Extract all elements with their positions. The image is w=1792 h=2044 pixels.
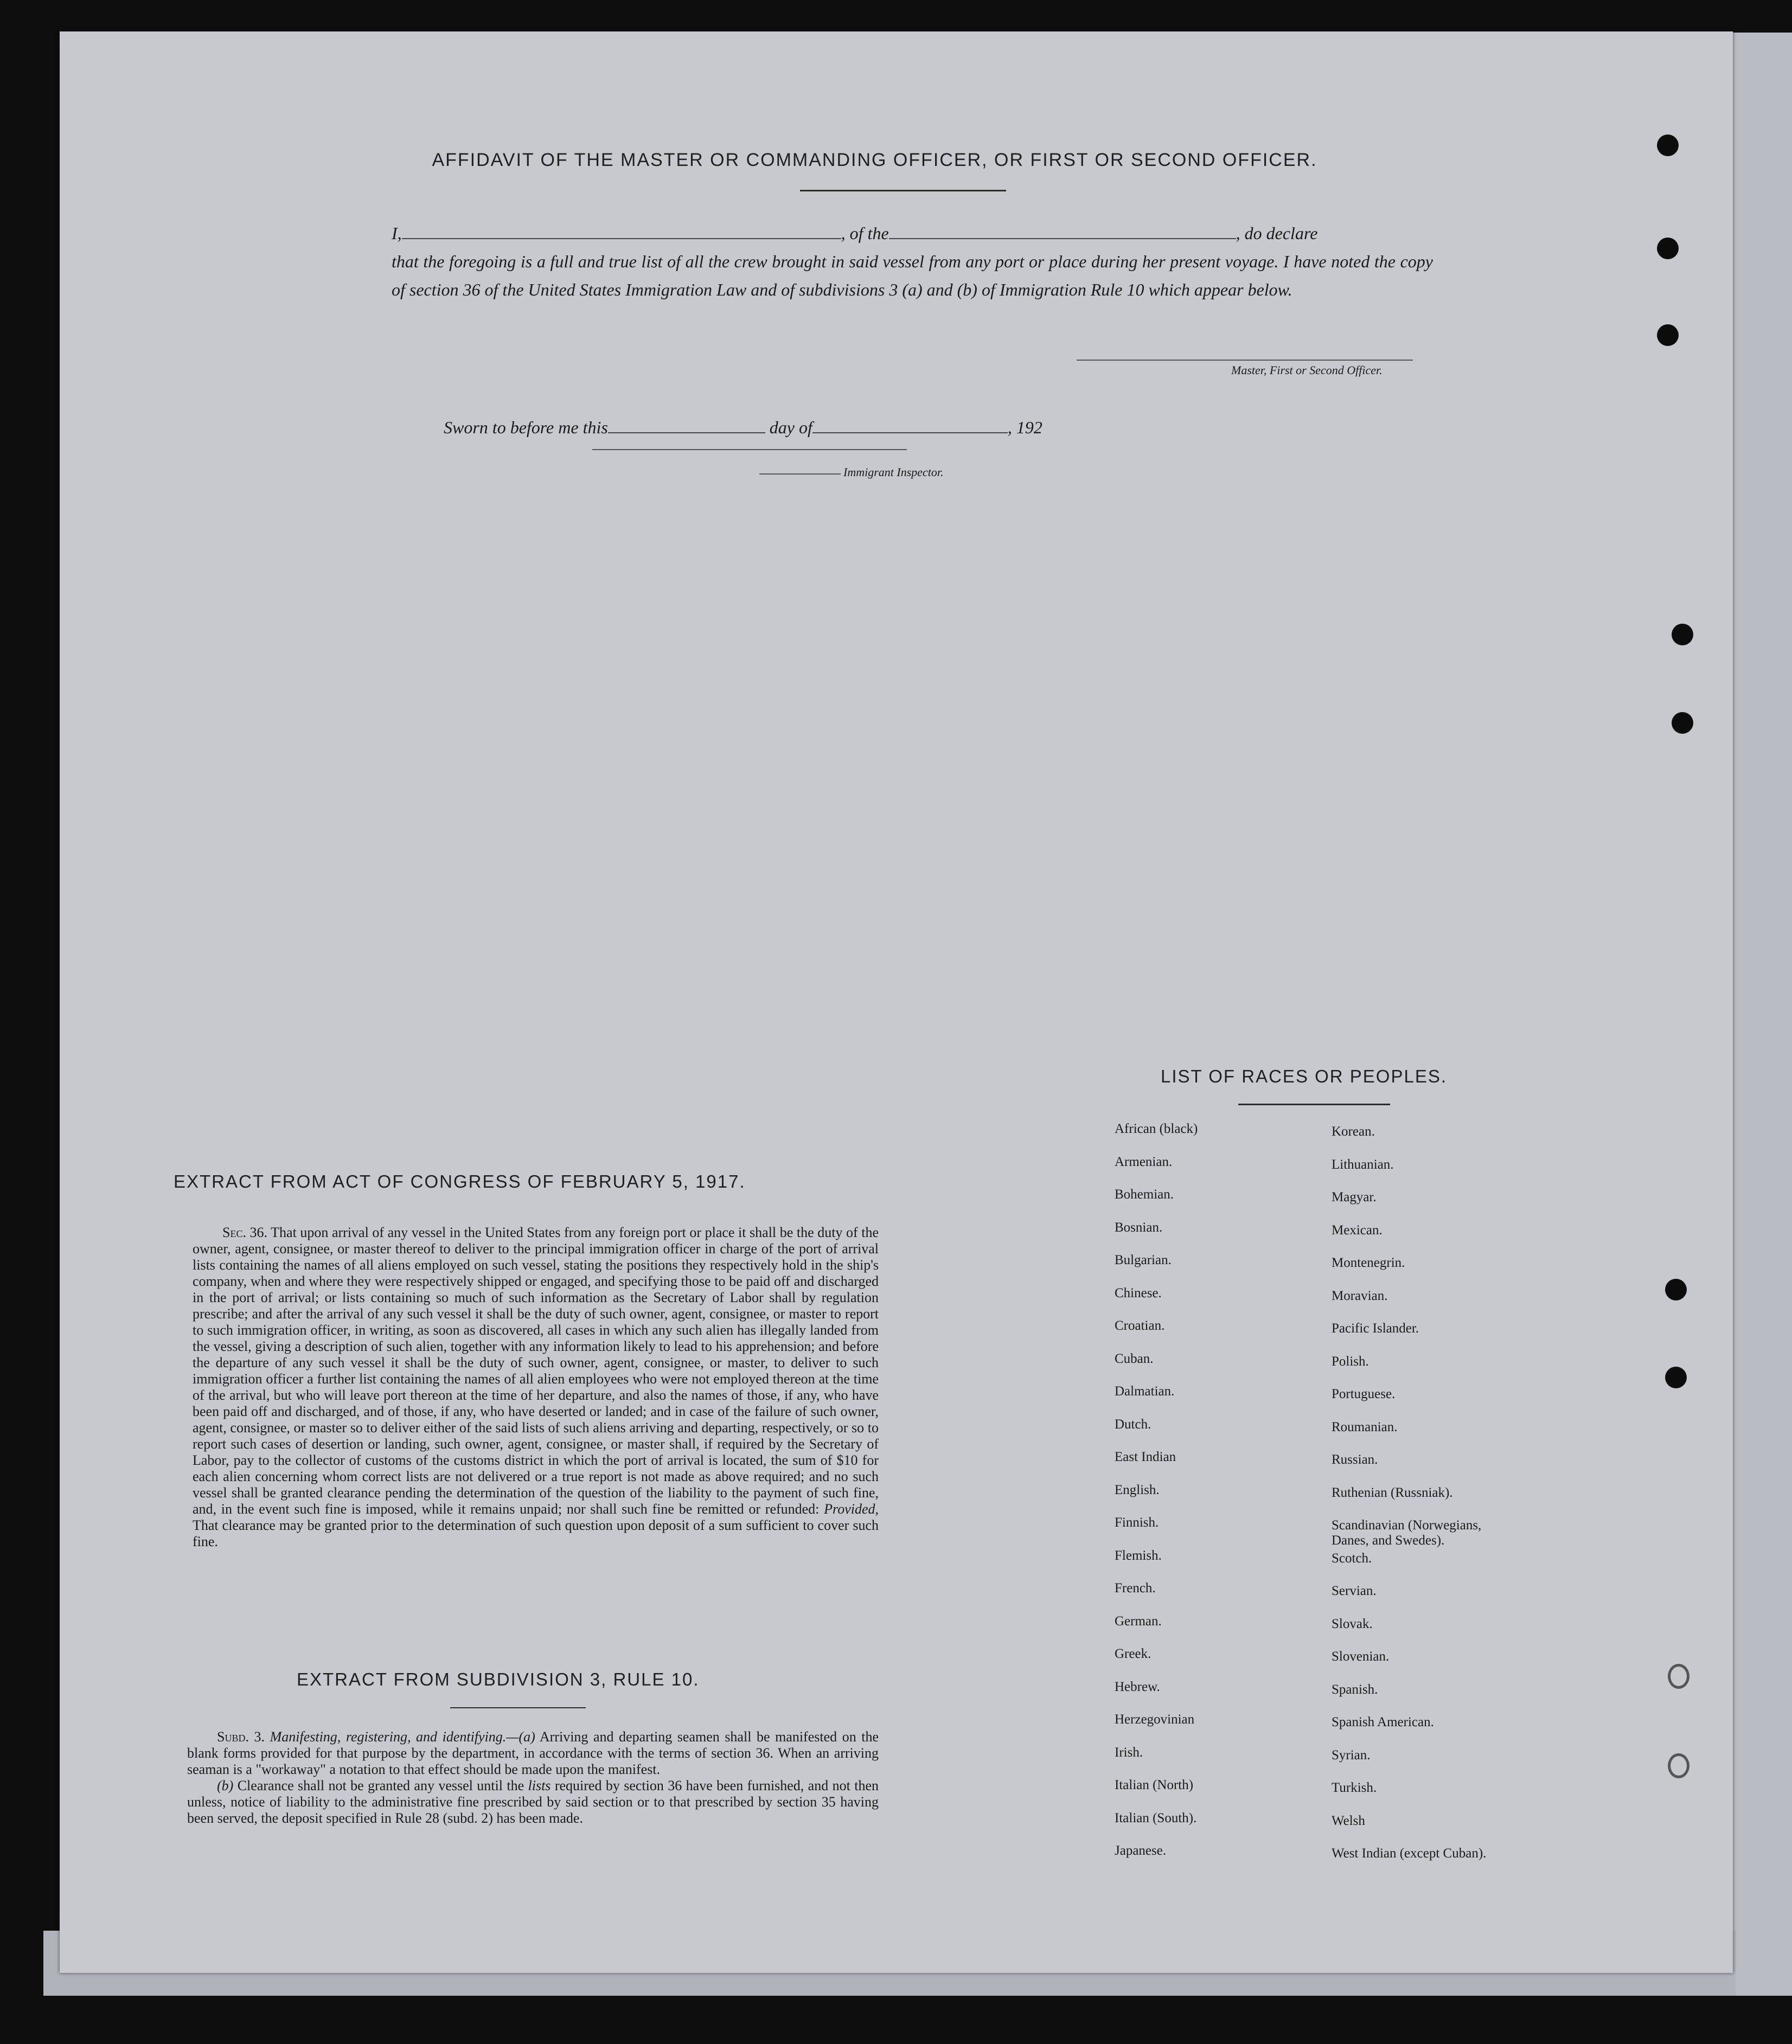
race-item: Bosnian.: [1115, 1220, 1163, 1235]
subdivision-b: (b) Clearance shall not be granted any vessel until the lists required by section 36 have been furnished, and not then unless, notice of liability to the administrative fine prescribed by said section or to that prescribed by section 35 having been served, the deposit specified in Rule 28 (subd. 2) has been made.: [187, 1778, 879, 1826]
race-item: Korean.: [1332, 1124, 1375, 1139]
act-extract-title: EXTRACT FROM ACT OF CONGRESS OF FEBRUARY 5, 1917.: [174, 1171, 746, 1191]
race-item: Slovenian.: [1332, 1649, 1390, 1664]
inspector-short-line: [759, 473, 841, 475]
race-item: Mexican.: [1332, 1222, 1383, 1238]
race-item: Finnish.: [1115, 1515, 1159, 1530]
subdivision-a-text: Arriving and departing seamen shall be manifested on the blank forms provided for that purpose by the department, in accordance with the terms of section 36. When an arriving seaman is a "workaway" a notation to that effect should be made upon the manifest.: [187, 1729, 879, 1777]
races-left-column: [1115, 1122, 1310, 1876]
affidavit-title: AFFIDAVIT OF THE MASTER OR COMMANDING OFFICER, OR FIRST OR SECOND OFFICER.: [432, 150, 1317, 170]
document-page: [60, 31, 1733, 1973]
race-item: Hebrew.: [1115, 1679, 1160, 1694]
binder-hole: [1657, 324, 1679, 346]
race-item: Syrian.: [1332, 1747, 1371, 1763]
section-body-end: That clearance may be granted prior to the determination of such question upon deposit of a sum sufficient to cover such fine.: [193, 1517, 879, 1549]
vessel-blank[interactable]: [889, 224, 1236, 239]
subdivision-a: [187, 1729, 879, 1778]
sworn-day-blank[interactable]: [608, 418, 765, 433]
race-item: Croatian.: [1115, 1318, 1165, 1333]
race-item: Bohemian.: [1115, 1187, 1174, 1202]
races-title-rule: [1238, 1104, 1390, 1105]
race-item: Irish.: [1115, 1745, 1143, 1760]
race-item: Italian (South).: [1115, 1810, 1197, 1825]
officer-caption: Master, First or Second Officer.: [1231, 363, 1383, 377]
race-item: Spanish American.: [1332, 1715, 1434, 1729]
binder-hole: [1665, 1279, 1687, 1300]
binder-hole: [1657, 238, 1679, 259]
race-item: Herzegovinian: [1115, 1712, 1195, 1727]
race-item: Italian (North): [1115, 1778, 1194, 1792]
race-item: Ruthenian (Russniak).: [1332, 1485, 1453, 1500]
affidavit-first-line: I, , of the , do declare: [392, 223, 1318, 243]
inspector-caption: Immigrant Inspector.: [843, 465, 944, 479]
inspector-signature-line[interactable]: [592, 449, 907, 450]
provided-word: Provided,: [824, 1501, 879, 1517]
section-36-text: [193, 1225, 879, 1550]
affidavit-body-text: that the foregoing is a full and true list of all the crew brought in said vessel from any port or place during her present voyage. I have noted the copy of section 36 of the United States Immigration Law and of subdivisions 3 (a) and (b) of Immigration Rule 10 which appear below.: [392, 252, 1433, 299]
sworn-month-blank[interactable]: [812, 418, 1008, 433]
binder-hole-outline: [1668, 1664, 1689, 1689]
race-item: East Indian: [1115, 1450, 1176, 1464]
race-item: Greek.: [1115, 1646, 1151, 1661]
binder-hole: [1672, 712, 1693, 734]
race-item: Flemish.: [1115, 1548, 1162, 1563]
name-blank[interactable]: [402, 224, 841, 239]
race-item: Montenegrin.: [1332, 1255, 1405, 1270]
race-item: Polish.: [1332, 1354, 1369, 1369]
race-item: Magyar.: [1332, 1190, 1377, 1204]
races-right-column: [1332, 1124, 1511, 1879]
race-item: Moravian.: [1332, 1288, 1388, 1303]
affidavit-declaration: [392, 219, 1433, 304]
race-item: Dutch.: [1115, 1417, 1151, 1432]
binder-hole: [1665, 1367, 1687, 1388]
race-item: Pacific Islander.: [1332, 1321, 1419, 1336]
race-item: Portuguese.: [1332, 1387, 1396, 1401]
section-body: That upon arrival of any vessel in the United States from any foreign port or place it shall be the duty of the owner, agent, consignee, or master thereof to deliver to the principal immigration officer in charge of the port of arrival lists containing the names of all aliens employed on such vessel, stating the positions they respectively hold in the ship's company, when and where they were respectively shipped or engaged, and specifying those to be paid off and discharged in the port of arrival; or lists containing so much of such information as the Secretary of Labor shall by regulation prescribe; and after the arrival of any such vessel it shall be the duty of such owner, agent, consignee, or master to report to such immigration officer, in writing, as soon as discovered, all cases in which any such alien has illegally landed from the vessel, giving a description of such alien, together with any information likely to lead to his apprehension; and before the departure of any such vessel it shall be the duty of such owner, agent, consignee, or master, to deliver to such immigration officer a further list containing the names of all alien employees who were not employed thereon at the time of the arrival, but who will leave port thereon at the time of her departure, and also the names of those, if any, who have been paid off and discharged, and of those, if any, who have deserted or landed; and in case of the failure of such owner, agent, consignee, or master so to deliver either of the said lists of such aliens arriving and departing, respectively, or so to report such cases of desertion or landing, such owner, agent, consignee, or master shall, if required by the Secretary of Labor, pay to the collector of customs of the customs district in which the port of arrival is located, the sum of $10 for each alien concerning whom correct lists are not delivered or a true report is not made as above required; and no such vessel shall be granted clearance pending the determination of the question of the liability to the payment of such fine, and, in the event such fine is imposed, while it remains unpaid; nor shall such fine be remitted or refunded:: [193, 1225, 879, 1517]
race-item: Dalmatian.: [1115, 1384, 1175, 1399]
race-item: Chinese.: [1115, 1285, 1162, 1300]
race-item: German.: [1115, 1613, 1162, 1629]
race-item: English.: [1115, 1482, 1160, 1497]
race-item: Lithuanian.: [1332, 1157, 1394, 1172]
binder-hole: [1672, 624, 1693, 645]
race-item: Armenian.: [1115, 1154, 1173, 1169]
rule-extract-title-rule: [450, 1707, 586, 1708]
race-item: West Indian (except Cuban).: [1332, 1846, 1487, 1861]
race-item: African (black): [1115, 1122, 1198, 1136]
subdivision-label: Subd. 3.: [217, 1729, 265, 1745]
race-item: Welsh: [1332, 1813, 1365, 1828]
binder-hole-outline: [1668, 1753, 1689, 1778]
officer-signature-line[interactable]: [1077, 360, 1413, 361]
race-item: Roumanian.: [1332, 1419, 1398, 1434]
race-item: French.: [1115, 1581, 1156, 1596]
races-title: LIST OF RACES OR PEOPLES.: [1161, 1066, 1448, 1086]
affidavit-title-rule: [800, 190, 1006, 191]
rule-extract-title: EXTRACT FROM SUBDIVISION 3, RULE 10.: [297, 1669, 700, 1689]
race-item: Scandinavian (Norwegians, Danes, and Swedes).: [1332, 1518, 1482, 1548]
section-label: Sec. 36.: [222, 1225, 268, 1240]
race-item: Japanese.: [1115, 1843, 1167, 1858]
race-item: Bulgarian.: [1115, 1253, 1172, 1267]
subdivision-3-text: [187, 1729, 879, 1827]
race-item: Russian.: [1332, 1452, 1378, 1467]
subdivision-heading: Manifesting, registering, and identifying.—(a): [270, 1729, 535, 1745]
race-item: Slovak.: [1332, 1616, 1373, 1631]
race-item: Scotch.: [1332, 1550, 1372, 1566]
race-item: Spanish.: [1332, 1682, 1378, 1697]
race-item: Servian.: [1332, 1584, 1377, 1598]
sworn-line: Sworn to before me this day of , 192: [444, 418, 1042, 437]
race-item: Turkish.: [1332, 1780, 1377, 1795]
race-item: Cuban.: [1115, 1351, 1154, 1366]
